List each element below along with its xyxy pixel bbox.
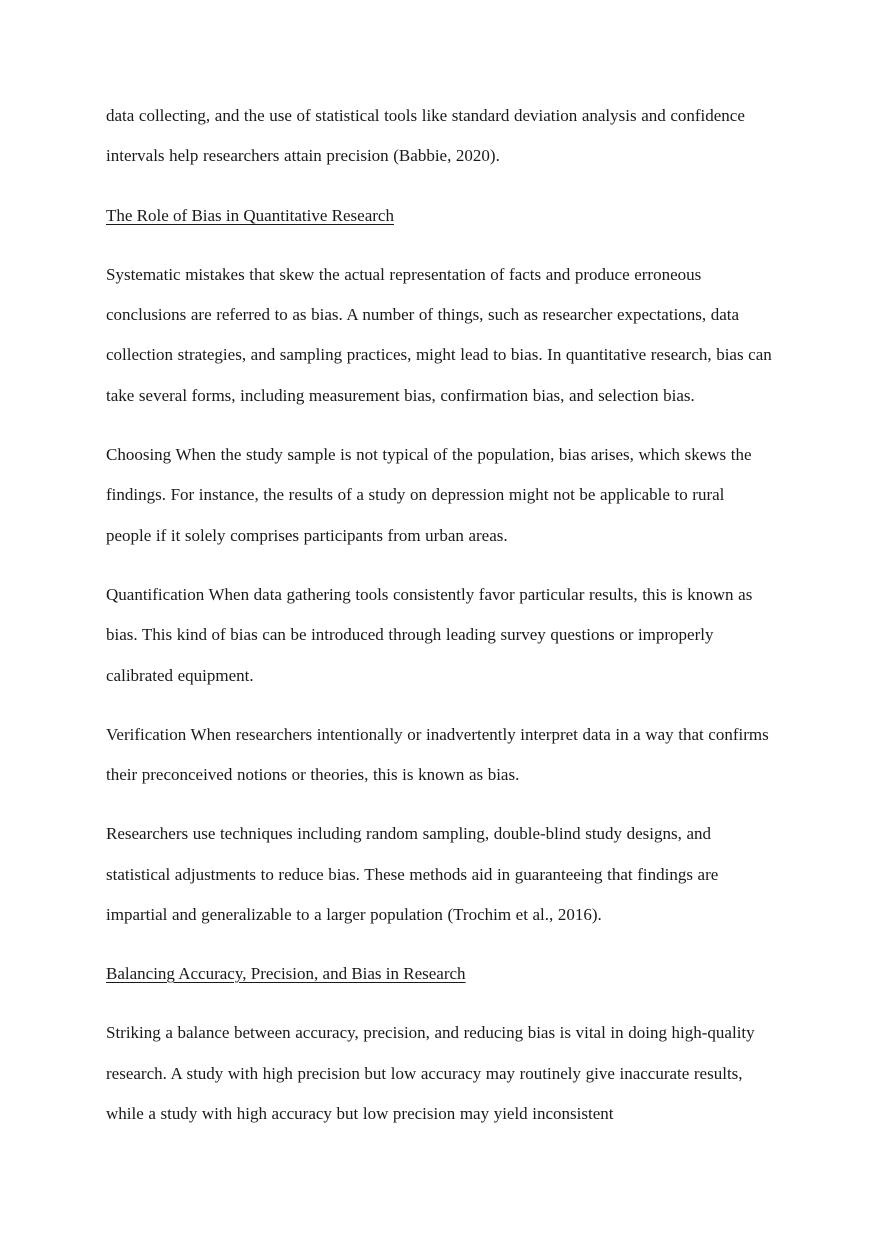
document-body	[106, 96, 774, 1134]
body-paragraph: Researchers use techniques including random sampling, double-blind study designs, and statistical adjustments to reduce bias. These methods aid in guaranteeing that findings are impartial and generalizable to a larger population (Trochim et al., 2016).	[106, 824, 719, 925]
body-paragraph: Choosing When the study sample is not typical of the population, bias arises, which skews the findings. For instance, the results of a study on depression might not be applicable to rural people if it solely comprises participants from urban areas.	[106, 444, 752, 545]
body-paragraph: Verification When researchers intentionally or inadvertently interpret data in a way that confirms their preconceived notions or theories, this is known as bias.	[106, 724, 769, 785]
body-paragraph: Quantification When data gathering tools consistently favor particular results, this is known as bias. This kind of bias can be introduced through leading survey questions or improperly calibrated equipment.	[106, 584, 753, 685]
body-paragraph: Striking a balance between accuracy, precision, and reducing bias is vital in doing high-quality research. A study with high precision but low accuracy may routinely give inaccurate results, while a study with high accuracy but low precision may yield inconsistent	[106, 1023, 755, 1124]
section-heading-role-of-bias: The Role of Bias in Quantitative Research	[106, 205, 394, 225]
body-paragraph: Systematic mistakes that skew the actual representation of facts and produce erroneous conclusions are referred to as bias. A number of things, such as researcher expectations, data collection strategies, and sampling practices, might lead to bias. In quantitative research, bias can take several forms, including measurement bias, confirmation bias, and selection bias.	[106, 264, 772, 405]
section-heading-balancing: Balancing Accuracy, Precision, and Bias in Research	[106, 964, 466, 984]
body-paragraph: data collecting, and the use of statistical tools like standard deviation analysis and confidence intervals help researchers attain precision (Babbie, 2020).	[106, 106, 745, 166]
